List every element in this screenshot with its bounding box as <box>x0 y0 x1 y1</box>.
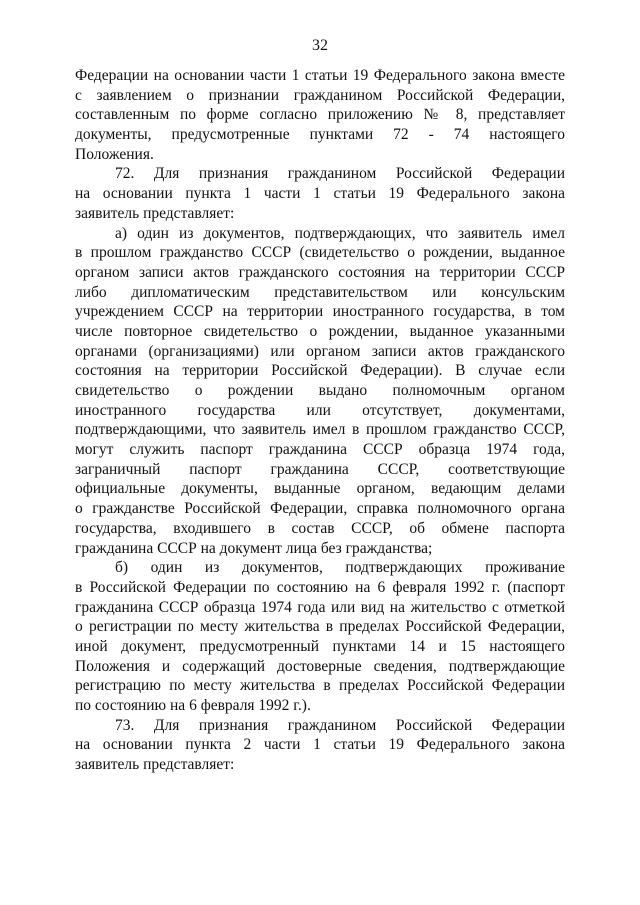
text-line: состояния на территории Российской Федерации). В случае если <box>75 362 565 380</box>
text-line: б) один из документов, подтверждающих проживание <box>115 559 565 577</box>
text-line: иностранного государства или отсутствует, документами, <box>75 401 565 419</box>
text-line: по состоянию на 6 февраля 1992 г.). <box>75 697 311 714</box>
text-line: заявитель представляет: <box>75 204 235 222</box>
text-line: государства, входившего в состав СССР, об обмене паспорта <box>75 519 565 537</box>
text-line: заграничный паспорт гражданина СССР, соответствующие <box>75 460 565 478</box>
text-line: в прошлом гражданство СССР (свидетельство о рождении, выданное <box>75 244 565 262</box>
text-line: органами (организациями) или органом записи актов гражданского <box>75 342 565 360</box>
text-line: могут служить паспорт гражданина СССР образца 1974 года, <box>75 441 565 459</box>
text-line: гражданина СССР на документ лица без гражданства; <box>75 539 433 557</box>
text-line: числе повторное свидетельство о рождении, выданное указанными <box>75 322 565 340</box>
text-line: либо дипломатическим представительством или консульским <box>75 283 565 301</box>
text-line: 72. Для признания гражданином Российской Федерации <box>115 165 565 183</box>
text-line: заявитель представляет: <box>75 756 235 774</box>
text-line: гражданина СССР образца 1974 года или вид на жительство с отметкой <box>75 598 565 616</box>
text-line: 73. Для признания гражданином Российской Федерации <box>115 716 565 734</box>
text-line: Положения. <box>75 145 154 163</box>
text-line: о гражданстве Российской Федерации, справка полномочного органа <box>75 500 565 518</box>
text-line: учреждением СССР на территории иностранного государства, в том <box>75 303 565 321</box>
text-line: свидетельство о рождении выдано полномочным органом <box>75 382 565 399</box>
text-line: регистрацию по месту жительства в пределах Российской Федерации <box>75 677 565 695</box>
text-line: официальные документы, выданные органом, ведающим делами <box>75 480 565 498</box>
text-line: с заявлением о признании гражданином Российской Федерации, <box>75 86 565 104</box>
text-line: подтверждающими, что заявитель имел в прошлом гражданство СССР, <box>75 421 565 439</box>
text-line: иной документ, предусмотренный пунктами 14 и 15 настоящего <box>75 637 565 655</box>
text-line: о регистрации по месту жительства в пределах Российской Федерации, <box>75 618 565 636</box>
document-body <box>75 66 565 775</box>
text-line: составленным по форме согласно приложению № 8, представляет <box>75 106 565 124</box>
text-line: Федерации на основании части 1 статьи 19 Федерального закона вместе <box>75 67 565 84</box>
text-line: в Российской Федерации по состоянию на 6 февраля 1992 г. (паспорт <box>75 578 565 596</box>
text-line: на основании пункта 2 части 1 статьи 19 Федерального закона <box>75 736 565 754</box>
page-number: 32 <box>312 37 328 54</box>
text-line: Положения и содержащий достоверные сведения, подтверждающие <box>75 657 565 675</box>
text-line: органом записи актов гражданского состояния на территории СССР <box>75 263 565 281</box>
text-line: на основании пункта 1 части 1 статьи 19 Федерального закона <box>75 185 565 203</box>
text-line: документы, предусмотренные пунктами 72 - 74 настоящего <box>75 126 565 144</box>
text-line: а) один из документов, подтверждающих, что заявитель имел <box>115 224 565 242</box>
